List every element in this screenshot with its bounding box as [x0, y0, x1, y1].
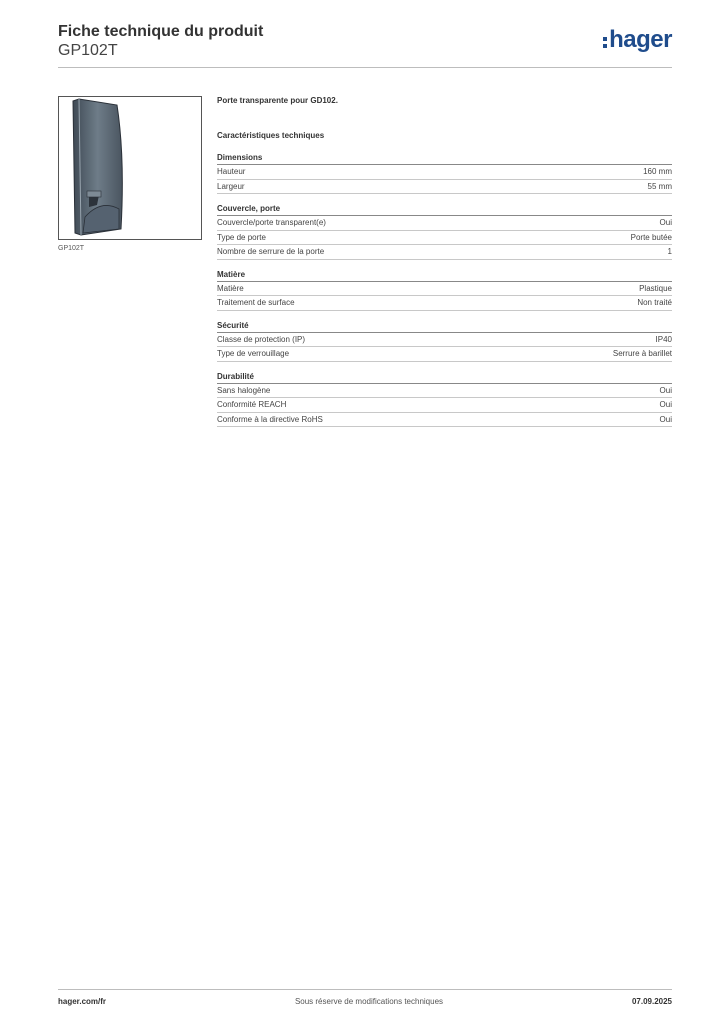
spec-row	[217, 245, 672, 260]
page-footer	[58, 997, 672, 1006]
spec-group-cover-door	[217, 204, 672, 260]
spec-value: Porte butée	[630, 232, 672, 242]
group-title: Matière	[217, 270, 672, 282]
document-header	[58, 22, 263, 61]
footer-date: 07.09.2025	[631, 997, 672, 1006]
spec-value: 160 mm	[643, 167, 672, 176]
image-caption: GP102T	[58, 245, 85, 252]
spec-label: Type de verrouillage	[217, 349, 290, 358]
spec-group-dimensions	[217, 153, 672, 194]
spec-label: Nombre de serrure de la porte	[217, 247, 325, 256]
spec-row	[217, 216, 672, 231]
document-title: Fiche technique du produit	[58, 23, 264, 40]
spec-label: Classe de protection (IP)	[217, 334, 306, 344]
spec-label: Largeur	[217, 181, 245, 191]
spec-row	[217, 384, 672, 399]
header-divider	[58, 67, 672, 68]
spec-label: Type de porte	[217, 232, 266, 242]
spec-group-durability	[217, 372, 672, 428]
section-title: Caractéristiques techniques	[217, 131, 325, 140]
footer-divider	[58, 989, 672, 990]
spec-row	[217, 398, 672, 413]
spec-label: Conformité REACH	[217, 400, 287, 409]
specifications-panel	[217, 96, 672, 427]
spec-group-material	[217, 270, 672, 311]
spec-row	[217, 231, 672, 246]
spec-group-security	[217, 321, 672, 362]
group-title: Durabilité	[217, 372, 672, 384]
spec-value: Oui	[659, 385, 672, 395]
spec-row	[217, 165, 672, 180]
spec-row	[217, 282, 672, 297]
spec-value: Oui	[659, 218, 672, 227]
spec-value: Oui	[659, 400, 672, 409]
spec-label: Matière	[217, 283, 244, 293]
spec-value: Serrure à barillet	[612, 349, 672, 358]
product-description: Porte transparente pour GD102.	[217, 96, 338, 105]
spec-value: Plastique	[639, 283, 672, 293]
spec-label: Traitement de surface	[217, 298, 295, 307]
transparent-door-icon	[59, 97, 201, 239]
group-title: Sécurité	[217, 321, 672, 333]
spec-label: Couvercle/porte transparent(e)	[217, 218, 326, 227]
spec-row	[217, 413, 672, 428]
product-image	[58, 96, 202, 240]
logo-dots-icon	[603, 37, 607, 48]
spec-row	[217, 347, 672, 362]
product-code: GP102T	[58, 42, 118, 59]
spec-value: Non traité	[637, 298, 672, 307]
spec-row	[217, 333, 672, 348]
spec-value: 55 mm	[647, 181, 672, 191]
spec-row	[217, 180, 672, 195]
spec-label: Hauteur	[217, 167, 246, 176]
spec-label: Sans halogène	[217, 385, 271, 395]
spec-value: 1	[667, 247, 672, 256]
spec-value: Oui	[659, 414, 672, 424]
group-title: Couvercle, porte	[217, 204, 672, 216]
spec-row	[217, 296, 672, 311]
spec-label: Conforme à la directive RoHS	[217, 414, 323, 424]
footer-note: Sous réserve de modifications techniques	[294, 997, 444, 1006]
spec-value: IP40	[655, 334, 672, 344]
group-title: Dimensions	[217, 153, 672, 165]
hager-logo	[603, 28, 672, 52]
footer-website-link[interactable]: hager.com/fr	[58, 997, 107, 1006]
logo-text: hager	[609, 26, 672, 53]
